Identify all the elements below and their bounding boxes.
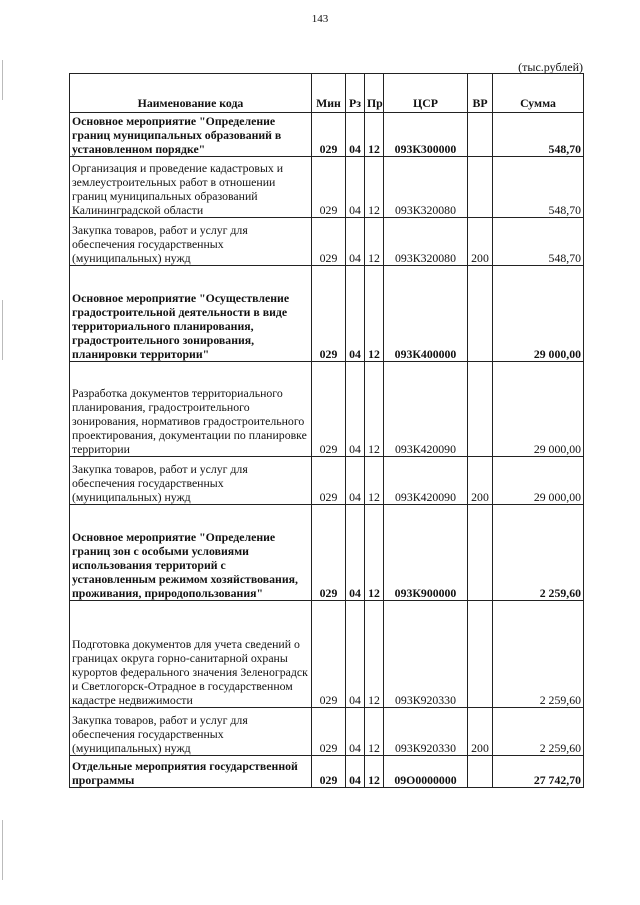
header-sum: Сумма (493, 74, 584, 113)
row-vr (468, 266, 493, 362)
table-row (70, 505, 584, 601)
table-row (70, 157, 584, 218)
row-min: 029 (312, 601, 346, 708)
row-pr: 12 (365, 266, 384, 362)
row-min: 029 (312, 157, 346, 218)
row-min: 029 (312, 457, 346, 505)
scan-margin-mark (2, 60, 3, 100)
row-name: Подготовка документов для учета сведений о границах округа горно-санитарной охраны курортов федерального значения Зеленоградск и Светлогорск-Отрадное в государственном кадастре недвижимости (70, 601, 312, 708)
row-pr: 12 (365, 218, 384, 266)
row-name: Закупка товаров, работ и услуг для обеспечения государственных (муниципальных) нужд (70, 708, 312, 756)
table-row (70, 601, 584, 708)
row-sum: 548,70 (493, 218, 584, 266)
row-min: 029 (312, 756, 346, 788)
row-csr: 093К320080 (384, 157, 468, 218)
header-rz: Рз (346, 74, 365, 113)
row-vr (468, 756, 493, 788)
row-name: Основное мероприятие "Осуществление градостроительной деятельности в виде территориального планирования, градостроительного зонирования, планировки территории" (70, 266, 312, 362)
row-csr: 093К420090 (384, 362, 468, 457)
table-row (70, 266, 584, 362)
row-min: 029 (312, 362, 346, 457)
row-pr: 12 (365, 505, 384, 601)
row-pr: 12 (365, 601, 384, 708)
row-name: Закупка товаров, работ и услуг для обеспечения государственных (муниципальных) нужд (70, 218, 312, 266)
header-min: Мин (312, 74, 346, 113)
row-min: 029 (312, 266, 346, 362)
row-sum: 2 259,60 (493, 708, 584, 756)
row-rz: 04 (346, 113, 365, 157)
scan-margin-mark (2, 820, 3, 880)
row-pr: 12 (365, 708, 384, 756)
row-rz: 04 (346, 505, 365, 601)
row-vr (468, 157, 493, 218)
row-min: 029 (312, 505, 346, 601)
row-sum: 548,70 (493, 113, 584, 157)
row-pr: 12 (365, 157, 384, 218)
header-pr: Пр (365, 74, 384, 113)
row-rz: 04 (346, 457, 365, 505)
row-name: Разработка документов территориального планирования, градостроительного зонирования, нормативов градостроительного проектирования, документации по планировке территории (70, 362, 312, 457)
row-csr: 093К400000 (384, 266, 468, 362)
table-row (70, 113, 584, 157)
row-csr: 093К420090 (384, 457, 468, 505)
table-row (70, 362, 584, 457)
row-rz: 04 (346, 708, 365, 756)
row-name: Основное мероприятие "Определение границ зон с особыми условиями использования территорий с установленным режимом хозяйствования, проживания, природопользования" (70, 505, 312, 601)
row-sum: 548,70 (493, 157, 584, 218)
table-row (70, 218, 584, 266)
row-rz: 04 (346, 362, 365, 457)
row-sum: 29 000,00 (493, 457, 584, 505)
row-vr (468, 362, 493, 457)
row-csr: 09О0000000 (384, 756, 468, 788)
page-number: 143 (311, 13, 329, 25)
row-pr: 12 (365, 113, 384, 157)
table-header-row (70, 74, 584, 113)
row-sum: 27 742,70 (493, 756, 584, 788)
row-vr (468, 601, 493, 708)
row-vr: 200 (468, 457, 493, 505)
row-vr: 200 (468, 218, 493, 266)
row-min: 029 (312, 113, 346, 157)
row-name: Закупка товаров, работ и услуг для обеспечения государственных (муниципальных) нужд (70, 457, 312, 505)
table-row (70, 708, 584, 756)
scan-margin-mark (2, 300, 3, 360)
budget-table (69, 73, 584, 788)
row-rz: 04 (346, 218, 365, 266)
row-name: Организация и проведение кадастровых и землеустроительных работ в отношении границ муниципальных образований Калининградской области (70, 157, 312, 218)
table-row (70, 756, 584, 788)
row-vr: 200 (468, 708, 493, 756)
row-rz: 04 (346, 157, 365, 218)
row-rz: 04 (346, 756, 365, 788)
row-vr (468, 113, 493, 157)
row-vr (468, 505, 493, 601)
header-name: Наименование кода (70, 74, 312, 113)
header-csr: ЦСР (384, 74, 468, 113)
row-pr: 12 (365, 457, 384, 505)
row-rz: 04 (346, 601, 365, 708)
row-csr: 093К320080 (384, 218, 468, 266)
row-name: Отдельные мероприятия государственной программы (70, 756, 312, 788)
row-csr: 093К900000 (384, 505, 468, 601)
row-sum: 2 259,60 (493, 505, 584, 601)
row-sum: 29 000,00 (493, 266, 584, 362)
units-note: (тыс.рублей) (518, 60, 583, 74)
row-csr: 093К920330 (384, 708, 468, 756)
row-pr: 12 (365, 362, 384, 457)
row-pr: 12 (365, 756, 384, 788)
row-name: Основное мероприятие "Определение границ муниципальных образований в установленном порядке" (70, 113, 312, 157)
row-rz: 04 (346, 266, 365, 362)
row-sum: 29 000,00 (493, 362, 584, 457)
row-csr: 093К300000 (384, 113, 468, 157)
row-sum: 2 259,60 (493, 601, 584, 708)
table-row (70, 457, 584, 505)
row-min: 029 (312, 218, 346, 266)
row-csr: 093К920330 (384, 601, 468, 708)
row-min: 029 (312, 708, 346, 756)
header-vr: ВР (468, 74, 493, 113)
